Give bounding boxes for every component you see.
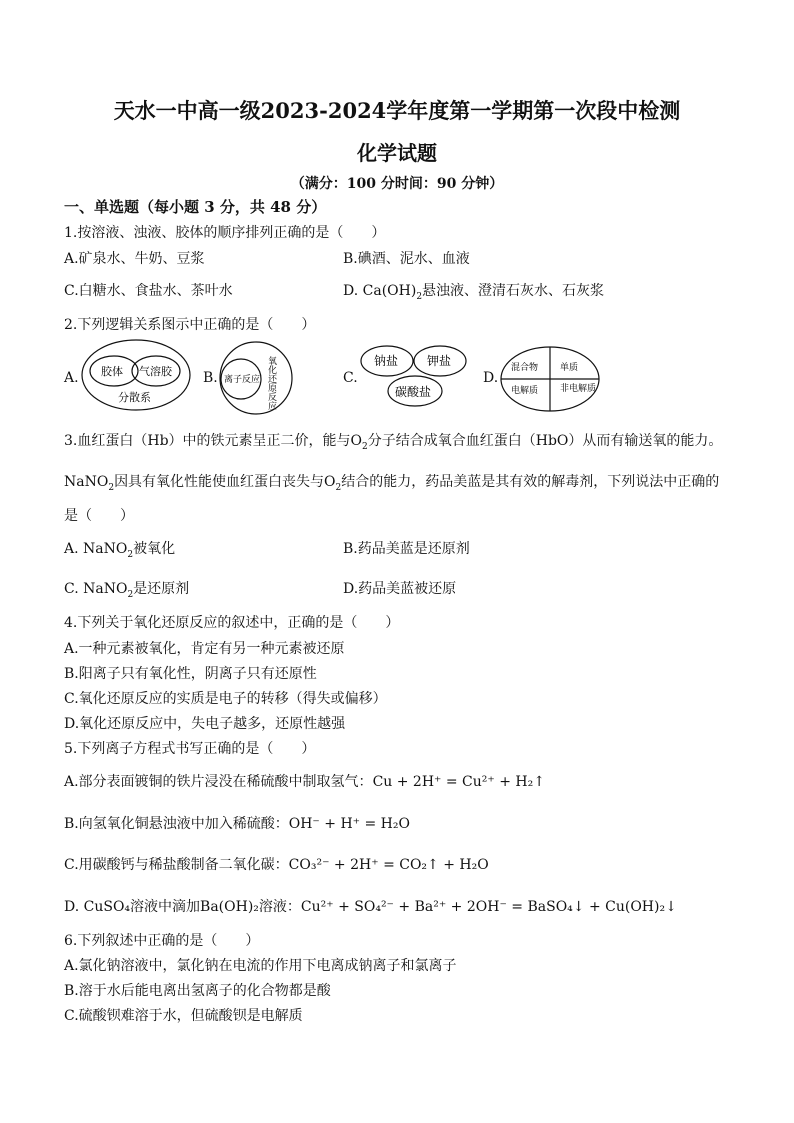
q4-option-b: B.阳离子只有氧化性，阴离子只有还原性: [64, 666, 317, 682]
q5-option-d: [64, 898, 677, 916]
a-aerosol-text: 气溶胶: [139, 365, 172, 378]
q5-option-c: [64, 856, 489, 874]
q4-option-d: D.氧化还原反应中，失电子越多，还原性越强: [64, 716, 346, 732]
q4-stem: 4.下列关于氧化还原反应的叙述中，正确的是（ ）: [64, 615, 400, 631]
q3-option-a: [64, 540, 175, 564]
q3-l1-sub: 2: [362, 441, 368, 452]
q3-option-d: D.药品美蓝被还原: [343, 581, 457, 597]
q3-l2-post: 结合的能力，药品美蓝是其有效的解毒剂，下列说法中正确的: [341, 474, 720, 490]
q4-option-c: C.氧化还原反应的实质是电子的转移（得失或偏移）: [64, 691, 387, 707]
q6-option-b: B.溶于水后能电离出氢离子的化合物都是酸: [64, 983, 331, 999]
c-na-text: 钠盐: [374, 354, 399, 368]
section-heading: 一、单选题（每小题 3 分，共 48 分）: [64, 198, 327, 216]
exam-title: 天水一中高一级2023-2024学年度第一学期第一次段中检测: [113, 98, 681, 123]
q3-line-3: 是（ ）: [64, 508, 134, 524]
b-redox-text: 氧化还原反应: [266, 356, 276, 410]
q2-diagram-d: [498, 344, 602, 414]
q3-l2-sub2: 2: [335, 482, 342, 493]
q5-option-b: [64, 815, 410, 833]
q3-line-1: [64, 432, 722, 456]
q3-option-c: [64, 580, 189, 604]
q3-c-post: 是还原剂: [133, 581, 190, 597]
q3-l1-post: 分子结合成氧合血红蛋白（HbO）从而有输送氧的能力。: [367, 433, 723, 449]
q1-d-hydroxide: (OH): [381, 283, 417, 299]
q5-a-text: A.部分表面镀铜的铁片浸没在稀硫酸中制取氢气：: [64, 774, 373, 790]
q5-d-text: D. CuSO₄溶液中滴加Ba(OH)₂溶液：: [64, 899, 301, 915]
q2-label-d: D.: [483, 370, 499, 386]
q1-d-sub: 2: [416, 291, 423, 302]
q1-d-prefix: D. Ca: [343, 283, 382, 299]
q3-l2-sub1: 2: [108, 482, 115, 493]
b-ionic-text: 离子反应: [224, 375, 261, 385]
d-electrolyte-text: 电解质: [511, 386, 539, 396]
q5-c-text: C.用碳酸钙与稀盐酸制备二氧化碳：: [64, 857, 289, 873]
q6-option-a: A.氯化钠溶液中，氯化钠在电流的作用下电离成钠离子和氯离子: [64, 958, 457, 974]
q5-d-equation: Cu²⁺ + SO₄²⁻ + Ba²⁺ + 2OH⁻ = BaSO₄↓ + Cu(OH)₂↓: [300, 899, 677, 915]
d-nonelectrolyte-text: 非电解质: [560, 384, 597, 394]
q5-c-equation: CO₃²⁻ + 2H⁺ = CO₂↑ + H₂O: [288, 857, 489, 873]
a-dispersion-text: 分散系: [118, 391, 151, 404]
q1-option-d: [343, 282, 604, 306]
q6-stem: 6.下列叙述中正确的是（ ）: [64, 933, 260, 949]
q5-b-equation: OH⁻ + H⁺ = H₂O: [288, 816, 410, 832]
q1-option-a: A.矿泉水、牛奶、豆浆: [64, 251, 205, 267]
q3-option-b: B.药品美蓝是还原剂: [343, 541, 470, 557]
q4-option-a: A.一种元素被氧化，肯定有另一种元素被还原: [64, 641, 345, 657]
q2-diagram-c: [358, 344, 470, 408]
q2-label-c: C.: [343, 370, 358, 386]
d-element-text: 单质: [560, 363, 579, 373]
q3-a-sub: 2: [127, 549, 134, 560]
c-k-text: 钾盐: [427, 354, 452, 368]
q1-option-b: B.碘酒、泥水、血液: [343, 251, 470, 267]
q5-a-equation: Cu + 2H⁺ = Cu²⁺ + H₂↑: [372, 774, 545, 790]
q1-d-suffix: 悬浊液、澄清石灰水、石灰浆: [422, 283, 605, 299]
a-colloid-text: 胶体: [101, 365, 123, 378]
q3-a-pre: A. NaNO: [64, 541, 128, 557]
q3-a-post: 被氧化: [133, 541, 176, 557]
q3-l1-pre: 3.血红蛋白（Hb）中的铁元素呈正二价，能与O: [64, 433, 363, 449]
q5-b-text: B.向氢氧化铜悬浊液中加入稀硫酸：: [64, 816, 289, 832]
q5-option-a: [64, 773, 545, 791]
exam-info: （满分：100 分时间：90 分钟）: [290, 176, 504, 192]
q2-diagram-b: [216, 340, 294, 416]
d-mixture-text: 混合物: [511, 363, 539, 373]
q3-c-sub: 2: [127, 589, 134, 600]
q1-stem: 1.按溶液、浊液、胶体的顺序排列正确的是（ ）: [64, 225, 386, 241]
q3-l2-pre: NaNO: [64, 474, 109, 490]
q5-stem: 5.下列离子方程式书写正确的是（ ）: [64, 741, 316, 757]
q1-option-c: C.白糖水、食盐水、茶叶水: [64, 283, 233, 299]
q3-line-2: [64, 473, 719, 497]
q2-diagram-a: [80, 338, 192, 412]
q3-l2-mid: 因具有氧化性能使血红蛋白丧失与O: [114, 474, 336, 490]
q3-c-pre: C. NaNO: [64, 581, 128, 597]
q2-stem: 2.下列逻辑关系图示中正确的是（ ）: [64, 317, 316, 333]
q6-option-c: C.硫酸钡难溶于水，但硫酸钡是电解质: [64, 1008, 303, 1024]
q2-label-b: B.: [203, 370, 218, 386]
exam-subtitle: 化学试题: [357, 141, 437, 165]
c-carbonate-text: 碳酸盐: [395, 385, 432, 399]
q2-label-a: A.: [64, 370, 79, 386]
